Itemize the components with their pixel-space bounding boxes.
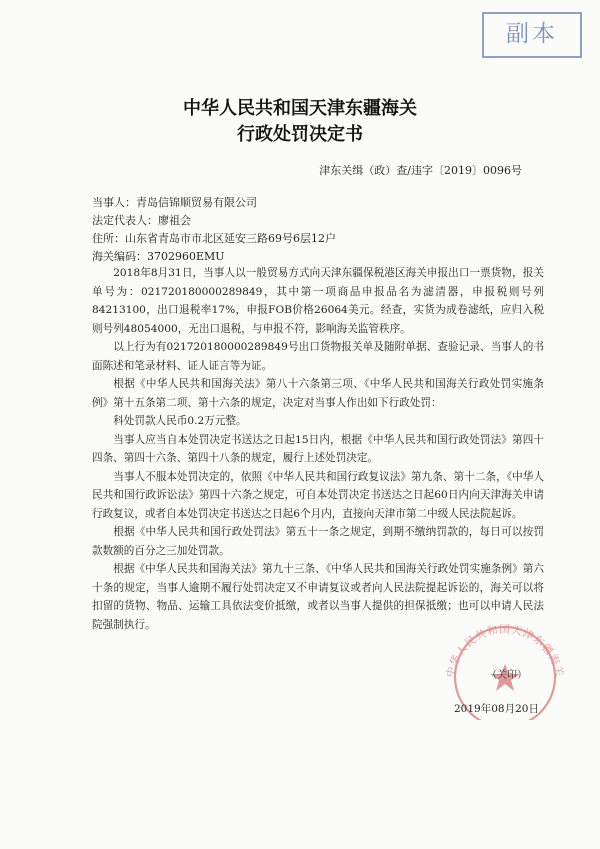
decision-date: 2019年08月20日 — [454, 703, 539, 715]
customs-seal-label: （关印） — [487, 670, 527, 681]
copy-stamp: 副本 — [482, 12, 582, 58]
evidence-paragraph: 以上行为有021720180000289849号出口货物报关单及随附单据、查验记录、当事人的书面陈述和笔录材料、证人证言等为证。 — [92, 341, 544, 372]
facts-paragraph: 2018年8月31日，当事人以一般贸易方式向天津东疆保税港区海关申报出口一票货物，报关单号为：021720180000289849，其中第一项商品申报品名为滤清器，申报税则号列84213100，出口退税率17%，申报FOB价格26064美元。经查，实货为成卷滤纸，应归入税则号列48054000，无出口退税，与申报不符，影响海关监管秩序。 — [92, 267, 544, 335]
penalty-paragraph: 科处罚款人民币0.2万元整。 — [113, 415, 247, 427]
party-address: 住所：山东省青岛市市北区延安三路69号6层12户 — [92, 232, 336, 245]
customs-code: 海关编码：3702960EMU — [92, 250, 225, 263]
decision-body — [92, 264, 544, 634]
document-number: 津东关缉（政）查/违字〔2019〕0096号 — [319, 164, 522, 177]
seal-text: 中华人民共和国天津东疆海关 — [444, 623, 566, 679]
late-fee-paragraph: 根据《中华人民共和国行政处罚法》第五十一条之规定，到期不缴纳罚款的，每日可以按罚款数额的百分之三加处罚款。 — [92, 526, 544, 557]
appeal-rights-paragraph: 当事人不服本处罚决定的，依照《中华人民共和国行政复议法》第九条、第十二条，《中华人民共和国行政诉讼法》第四十六条之规定，可自本处罚决定书送达之日起60日内向天津海关申请行政复议，或者自本处罚决定书送达之日起6个月内，直接向天津市第二中级人民法院起诉。 — [92, 470, 544, 520]
party-name: 当事人：青岛信锦顺贸易有限公司 — [92, 196, 257, 209]
legal-basis-paragraph: 根据《中华人民共和国海关法》第八十六条第三项、《中华人民共和国海关行政处罚实施条例》第十五条第二项、第十六条的规定，决定对当事人作出如下行政处罚： — [92, 378, 544, 409]
document-type-title: 行政处罚决定书 — [237, 124, 363, 145]
issuing-authority-title: 中华人民共和国天津东疆海关 — [183, 98, 417, 119]
enforcement-paragraph: 根据《中华人民共和国海关法》第九十三条、《中华人民共和国海关行政处罚实施条例》第六十条的规定，当事人逾期不履行处罚决定又不申请复议或者向人民法院提起诉讼的，海关可以将扣留的货物、物品、运输工具依法变价抵缴，或者以当事人提供的担保抵缴；也可以申请人民法院强制执行。 — [92, 563, 544, 631]
payment-deadline-paragraph: 当事人应当自本处罚决定书送达之日起15日内，根据《中华人民共和国行政处罚法》第四十四条、第四十六条、第四十八条的规定，履行上述处罚决定。 — [92, 433, 544, 464]
legal-representative: 法定代表人：廖祖会 — [92, 214, 191, 227]
